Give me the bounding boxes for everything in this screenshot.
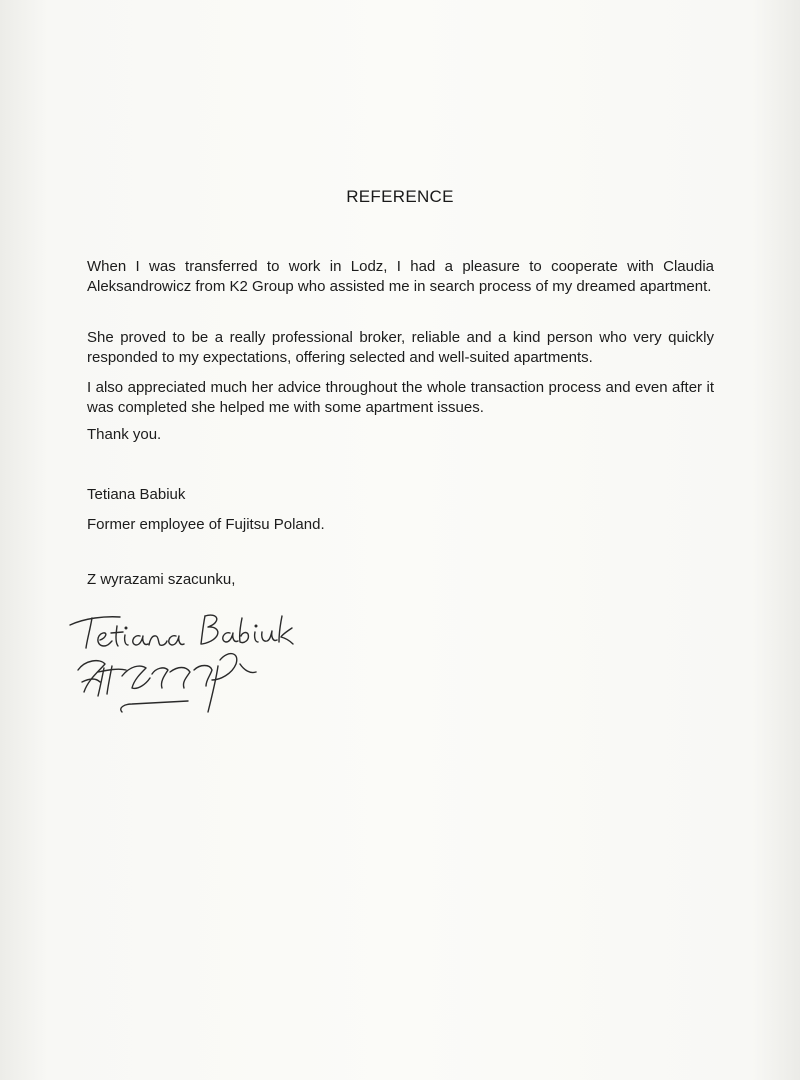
thank-you-line: Thank you. (87, 426, 162, 443)
handwritten-signature (60, 600, 320, 730)
document-title: REFERENCE (346, 187, 454, 206)
closing-salutation: Z wyrazami szacunku, (87, 571, 236, 588)
paragraph-2: She proved to be a really professional broker, reliable and a kind person who very quickly responded to my expectations, offering selected and well-suited apartments. (87, 329, 714, 366)
author-role: Former employee of Fujitsu Poland. (87, 516, 325, 533)
paragraph-1: When I was transferred to work in Lodz, I had a pleasure to cooperate with Claudia Aleksandrowicz from K2 Group who assisted me in search process of my dreamed apartment. (87, 258, 714, 295)
author-name: Tetiana Babiuk (87, 486, 186, 503)
paragraph-3: I also appreciated much her advice throughout the whole transaction process and even after it was completed she helped me with some apartment issues. (87, 379, 714, 416)
